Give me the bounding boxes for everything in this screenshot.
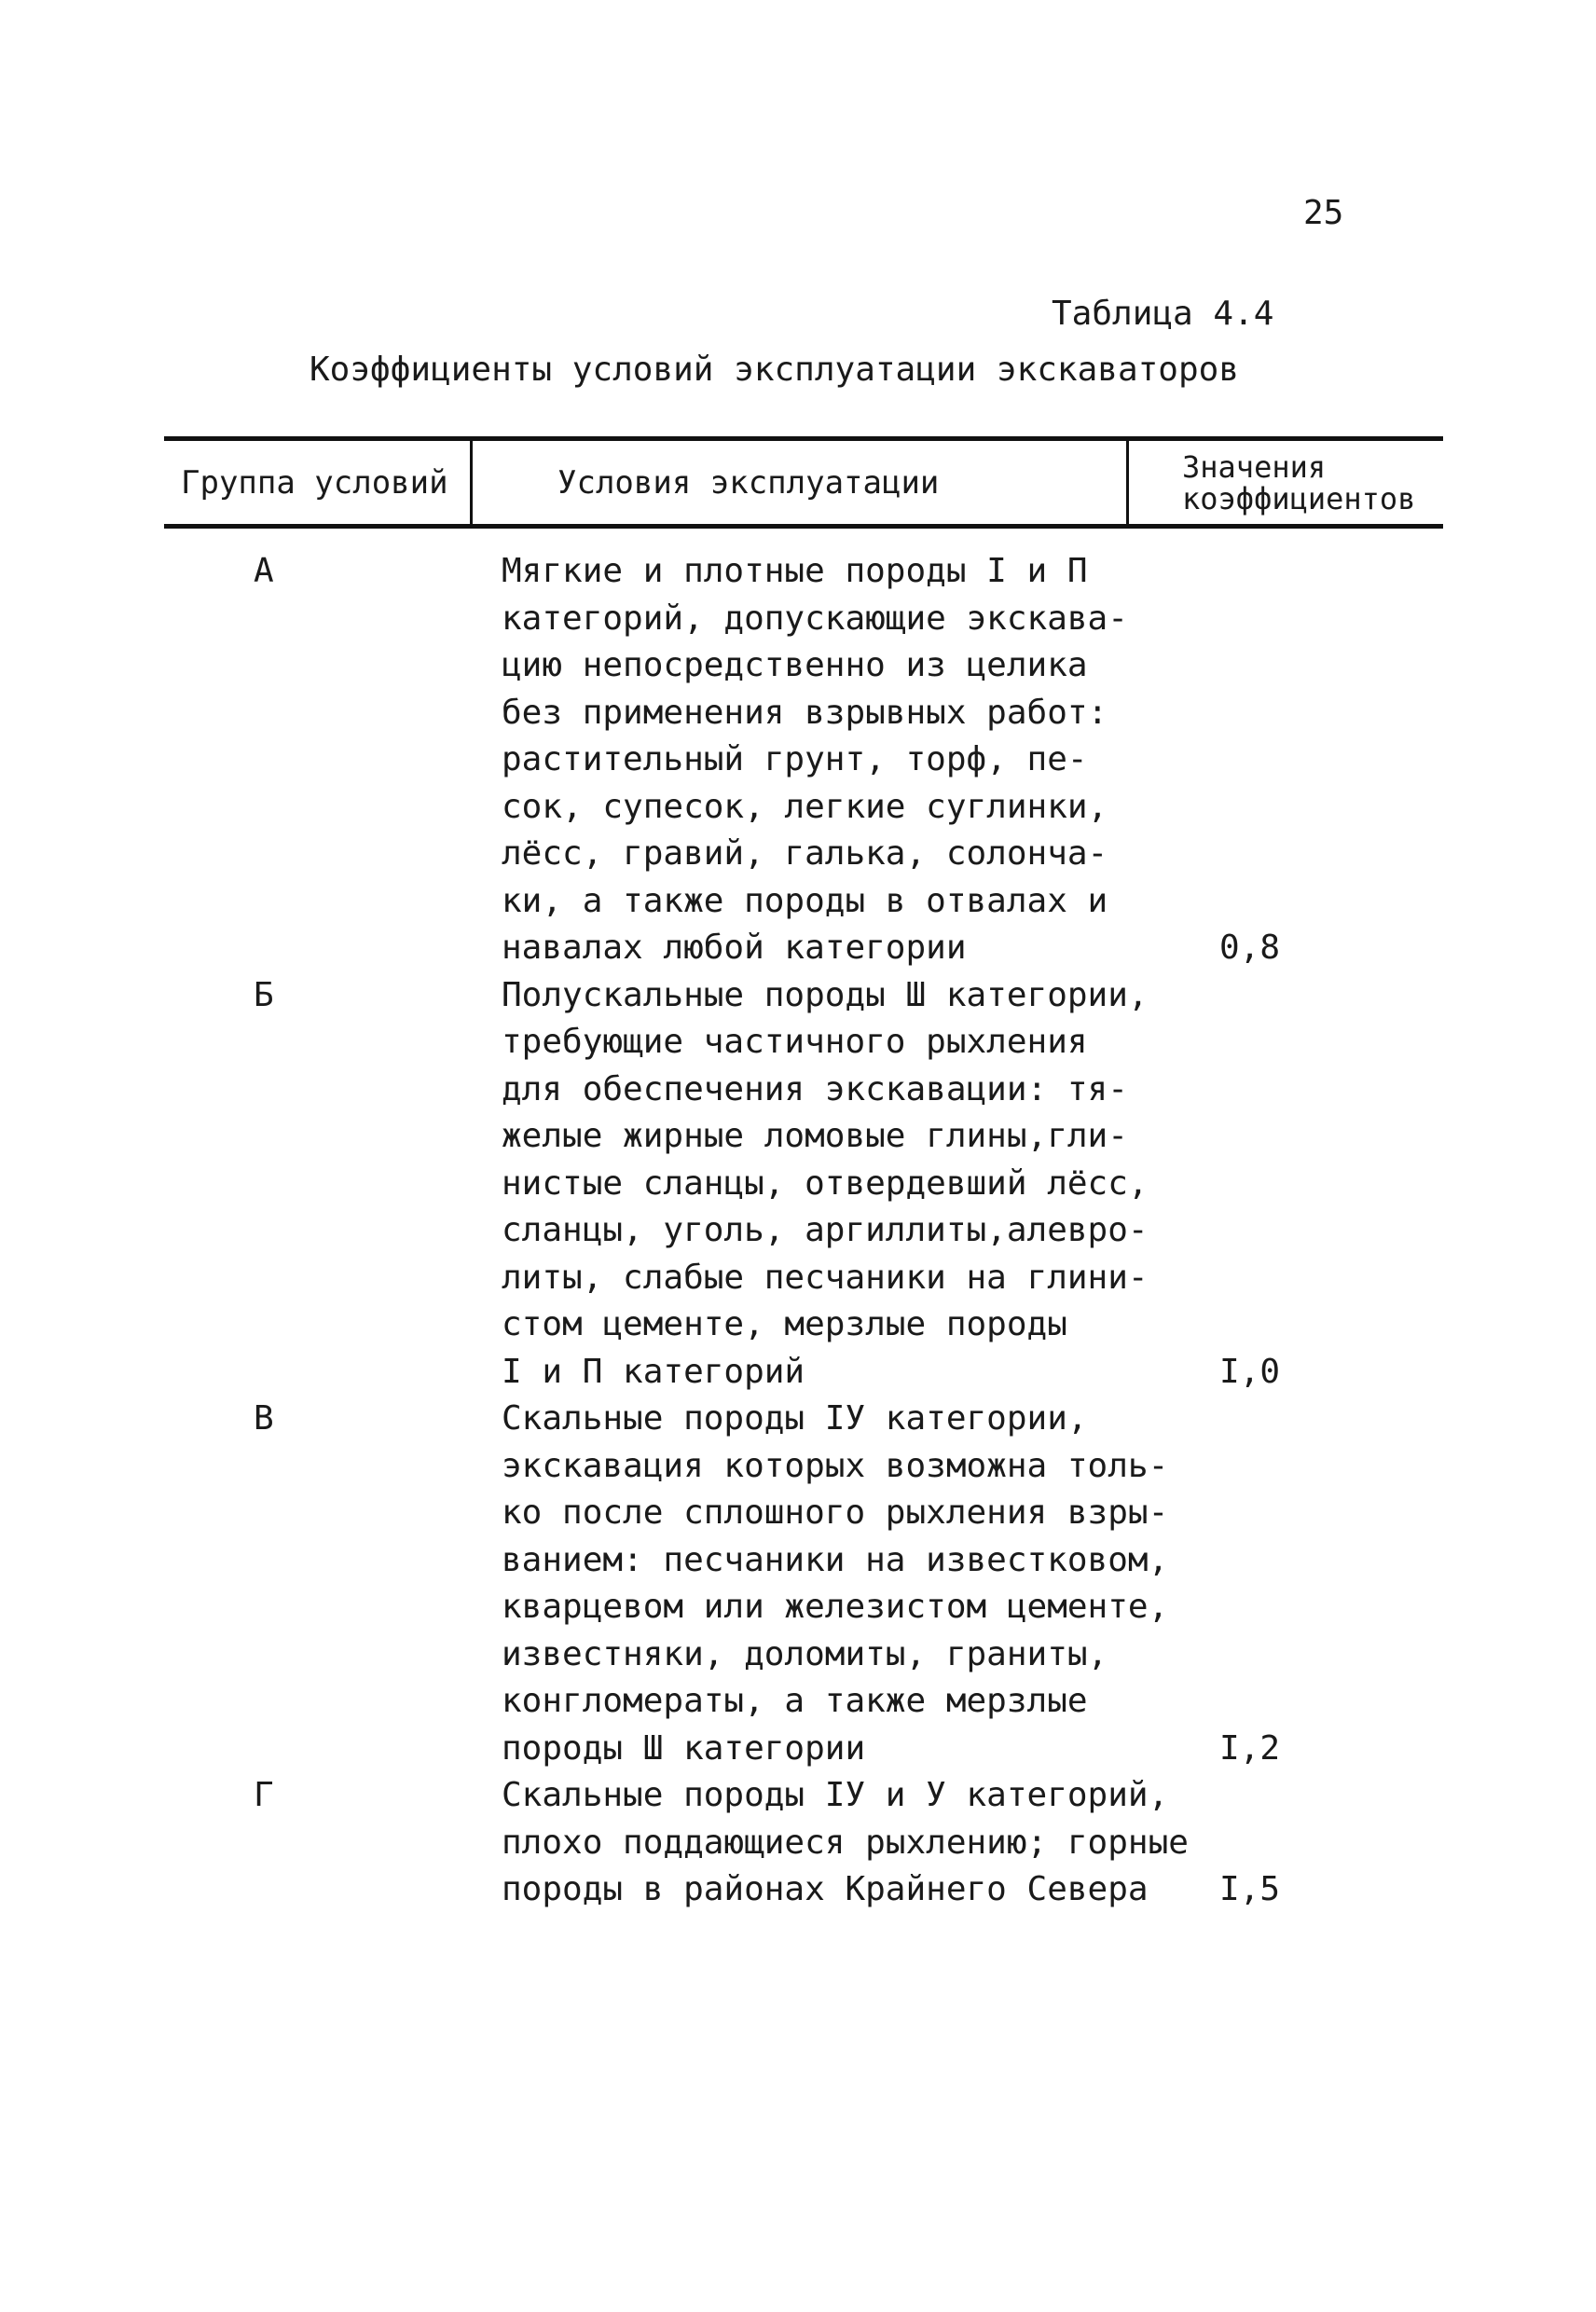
conditions-line: растительный грунт, торф, пе- <box>502 740 1088 778</box>
page-number: 25 <box>1303 194 1344 232</box>
coefficient-cell: I,0 <box>1219 1352 1281 1391</box>
conditions-line: ванием: песчаники на известковом, <box>502 1540 1169 1579</box>
group-cell: В <box>254 1399 274 1438</box>
table-body <box>0 548 1596 1914</box>
conditions-cell <box>502 1396 1173 1772</box>
table-top-rule <box>164 436 1443 441</box>
table-label: Таблица 4.4 <box>1052 295 1274 333</box>
conditions-line: плохо поддающиеся рыхлению; горные <box>502 1823 1189 1862</box>
conditions-line: Скальные породы IУ категории, <box>502 1399 1088 1438</box>
conditions-line: ки, а также породы в отвалах и <box>502 881 1108 920</box>
group-cell: А <box>254 552 274 590</box>
conditions-line: кварцевом или железистом цементе, <box>502 1588 1169 1626</box>
conditions-line: Мягкие и плотные породы I и П <box>502 552 1088 590</box>
conditions-line: породы в районах Крайнего Севера <box>502 1870 1149 1908</box>
conditions-line: навалах любой категории <box>502 929 967 967</box>
coefficient-cell: I,5 <box>1219 1870 1281 1908</box>
group-cell: Б <box>254 975 274 1014</box>
conditions-line: категорий, допускающие экскава- <box>502 599 1128 638</box>
conditions-line: породы Ш категории <box>502 1728 866 1768</box>
conditions-line: цию непосредственно из целика <box>502 646 1088 684</box>
conditions-line: без применения взрывных работ: <box>502 693 1108 732</box>
conditions-line: сланцы, уголь, аргиллиты,алевро- <box>502 1211 1149 1249</box>
column-divider <box>1126 438 1129 526</box>
header-coefficients-line: коэффициентов <box>1182 481 1416 516</box>
conditions-line: ко после сплошного рыхления взры- <box>502 1493 1169 1532</box>
coefficient-cell: 0,8 <box>1219 929 1281 967</box>
conditions-line: лёсс, гравий, галька, солонча- <box>502 834 1108 873</box>
conditions-line: конгломераты, а также мерзлые <box>502 1682 1088 1720</box>
conditions-line: желые жирные ломовые глины,гли- <box>502 1117 1128 1155</box>
group-cell: Г <box>254 1776 274 1814</box>
header-coefficients-line: Значения <box>1182 449 1327 485</box>
column-divider <box>470 438 473 526</box>
table-row <box>0 1396 1596 1772</box>
conditions-cell <box>502 548 1173 972</box>
header-conditions: Условия эксплуатации <box>557 464 940 502</box>
conditions-line: сок, супесок, легкие суглинки, <box>502 787 1108 826</box>
table-row <box>0 972 1596 1397</box>
conditions-line: стом цементе, мерзлые породы <box>502 1305 1067 1343</box>
conditions-line: Скальные породы IУ и У категорий, <box>502 1776 1169 1814</box>
conditions-cell <box>502 1772 1189 1914</box>
conditions-line: I и П категорий <box>502 1352 805 1391</box>
header-group: Группа условий <box>181 464 448 502</box>
conditions-line: литы, слабые песчаники на глини- <box>502 1258 1149 1297</box>
conditions-line: экскавация которых возможна толь- <box>502 1446 1169 1485</box>
conditions-cell <box>502 972 1173 1397</box>
header-bottom-rule <box>164 524 1443 529</box>
coefficient-cell: I,2 <box>1219 1728 1281 1768</box>
conditions-line: для обеспечения экскавации: тя- <box>502 1069 1128 1108</box>
conditions-line: Полускальные породы Ш категории, <box>502 975 1149 1014</box>
conditions-line: нистые сланцы, отвердевший лёсс, <box>502 1163 1149 1203</box>
header-coefficients <box>1182 451 1415 515</box>
table-row <box>0 548 1596 972</box>
table-row <box>0 1772 1596 1914</box>
conditions-line: известняки, доломиты, граниты, <box>502 1634 1108 1673</box>
table-title: Коэффициенты условий эксплуатации экскаваторов <box>310 351 1239 389</box>
conditions-line: требующие частичного рыхления <box>502 1023 1088 1061</box>
